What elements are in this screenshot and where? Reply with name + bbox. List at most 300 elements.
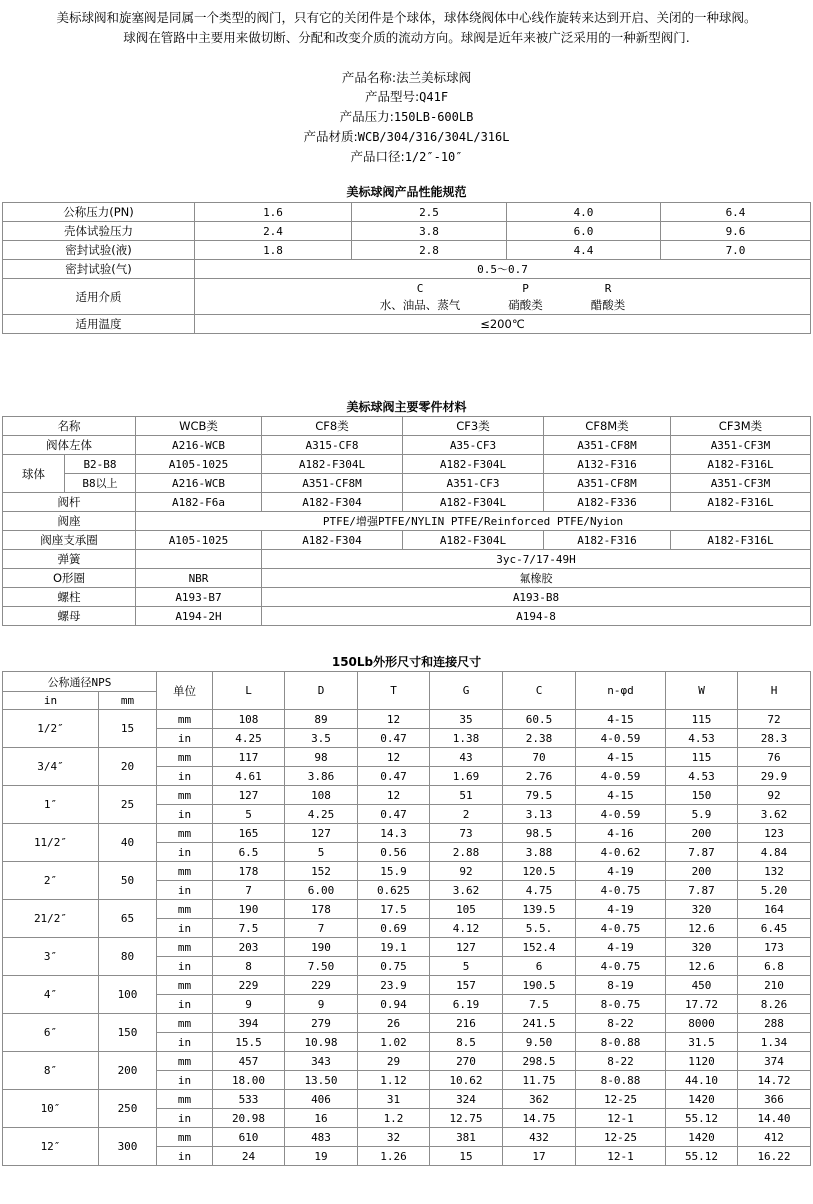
media-desc: 水、油品、蒸气	[379, 297, 461, 312]
table-cell: 31.5	[666, 1033, 738, 1052]
table-row	[3, 588, 811, 607]
unit-cell: mm	[157, 862, 213, 881]
table-cell: 4-0.59	[576, 805, 666, 824]
materials-title: 美标球阀主要零件材料	[346, 400, 467, 414]
table-cell: 4.53	[666, 767, 738, 786]
table-cell: 2.76	[503, 767, 576, 786]
table-cell: 483	[285, 1128, 358, 1147]
size-mm: 150	[99, 1014, 157, 1052]
table-cell: 4-0.75	[576, 957, 666, 976]
row-label: 阀杆	[3, 493, 136, 512]
table-cell: 14.3	[358, 824, 430, 843]
table-cell: 55.12	[666, 1147, 738, 1166]
table-cell: 3.5	[285, 729, 358, 748]
unit-cell: in	[157, 767, 213, 786]
unit-cell: mm	[157, 710, 213, 729]
size-mm: 100	[99, 976, 157, 1014]
table-cell: 4-19	[576, 900, 666, 919]
table-cell: 190.5	[503, 976, 576, 995]
table-cell: 氟橡胶	[262, 569, 811, 588]
table-cell: A182-F304L	[262, 455, 403, 474]
table-cell: 6.00	[285, 881, 358, 900]
size-mm: 20	[99, 748, 157, 786]
table-cell: 8-22	[576, 1014, 666, 1033]
table-cell: 15.5	[213, 1033, 285, 1052]
table-cell: 270	[430, 1052, 503, 1071]
table-cell: 0.5～0.7	[195, 260, 811, 279]
table-cell: 1.26	[358, 1147, 430, 1166]
table-cell: 12-25	[576, 1090, 666, 1109]
column-header: mm	[99, 692, 157, 710]
table-cell: 13.50	[285, 1071, 358, 1090]
table-row	[3, 976, 811, 995]
table-row	[3, 1128, 811, 1147]
table-cell: 203	[213, 938, 285, 957]
table-cell: 173	[738, 938, 811, 957]
row-label: 阀座支承圈	[3, 531, 136, 550]
table-row	[3, 260, 811, 279]
table-cell: 117	[213, 748, 285, 767]
table-cell: 16.22	[738, 1147, 811, 1166]
table-cell: 12-1	[576, 1147, 666, 1166]
table-cell: 200	[666, 824, 738, 843]
size-mm: 80	[99, 938, 157, 976]
product-pressure: 150LB-600LB	[393, 110, 474, 124]
table-cell: A216-WCB	[136, 436, 262, 455]
table-cell: 9	[213, 995, 285, 1014]
table-cell: A193-B7	[136, 588, 262, 607]
table-cell: 216	[430, 1014, 503, 1033]
table-cell: 132	[738, 862, 811, 881]
table-cell: 190	[285, 938, 358, 957]
table-cell: 200	[666, 862, 738, 881]
table-cell: 4.25	[213, 729, 285, 748]
table-cell: 157	[430, 976, 503, 995]
product-info	[0, 68, 813, 167]
table-cell: A351-CF8M	[544, 474, 671, 493]
table-cell: 12	[358, 786, 430, 805]
table-cell: 4.75	[503, 881, 576, 900]
size-mm: 65	[99, 900, 157, 938]
product-name-row	[0, 68, 813, 87]
table-cell: 7	[285, 919, 358, 938]
size-mm: 250	[99, 1090, 157, 1128]
product-model-row	[0, 87, 813, 107]
table-cell: 3.88	[503, 843, 576, 862]
performance-table	[2, 202, 811, 334]
media-desc: 醋酸类	[590, 297, 626, 312]
table-cell: 79.5	[503, 786, 576, 805]
table-cell: 4-0.75	[576, 881, 666, 900]
table-cell: 139.5	[503, 900, 576, 919]
table-cell: 4.25	[285, 805, 358, 824]
table-cell: 324	[430, 1090, 503, 1109]
table-cell: 12.6	[666, 957, 738, 976]
table-cell: 4-0.59	[576, 729, 666, 748]
column-header: 名称	[3, 417, 136, 436]
size-in: 12″	[3, 1128, 99, 1166]
unit-cell: mm	[157, 1128, 213, 1147]
row-label: 阀座	[3, 512, 136, 531]
product-material: WCB/304/316/304L/316L	[357, 130, 510, 144]
table-cell: 4.53	[666, 729, 738, 748]
column-header: 单位	[157, 672, 213, 710]
table-cell: 4.84	[738, 843, 811, 862]
media-code: P	[522, 281, 529, 295]
table-row	[3, 569, 811, 588]
table-row	[3, 203, 811, 222]
table-cell: 8-0.88	[576, 1033, 666, 1052]
table-cell: A351-CF3	[403, 474, 544, 493]
product-size-row	[0, 147, 813, 167]
unit-cell: in	[157, 957, 213, 976]
table-cell: 374	[738, 1052, 811, 1071]
table-cell: 2	[430, 805, 503, 824]
table-cell: 4-15	[576, 748, 666, 767]
table-cell: 1.38	[430, 729, 503, 748]
table-cell: 8.5	[430, 1033, 503, 1052]
performance-title: 美标球阀产品性能规范	[346, 185, 467, 199]
table-cell: A193-B8	[262, 588, 811, 607]
size-mm: 200	[99, 1052, 157, 1090]
column-header: WCB类	[136, 417, 262, 436]
table-row	[3, 710, 811, 729]
table-row	[3, 900, 811, 919]
media-item	[591, 281, 626, 313]
size-in: 1/2″	[3, 710, 99, 748]
row-sublabel: B8以上	[65, 474, 136, 493]
table-cell: 32	[358, 1128, 430, 1147]
table-cell: A194-8	[262, 607, 811, 626]
table-cell: 5	[430, 957, 503, 976]
table-cell: 4-15	[576, 710, 666, 729]
table-cell: 178	[213, 862, 285, 881]
table-cell: 6.0	[507, 222, 661, 241]
table-cell: 362	[503, 1090, 576, 1109]
table-cell: 1420	[666, 1128, 738, 1147]
table-cell: 0.94	[358, 995, 430, 1014]
table-row	[3, 279, 811, 315]
table-row	[3, 1090, 811, 1109]
table-cell: 3.13	[503, 805, 576, 824]
table-cell: A182-F6a	[136, 493, 262, 512]
table-cell: 26	[358, 1014, 430, 1033]
table-cell: 127	[285, 824, 358, 843]
product-size-label: 产品口径:	[350, 149, 405, 164]
table-row	[3, 436, 811, 455]
table-cell: A182-F316L	[671, 531, 811, 550]
media-code: C	[416, 281, 424, 295]
table-cell: 150	[666, 786, 738, 805]
table-cell: 152.4	[503, 938, 576, 957]
table-cell: A105-1025	[136, 455, 262, 474]
table-cell: 35	[430, 710, 503, 729]
table-row	[3, 824, 811, 843]
table-cell: 343	[285, 1052, 358, 1071]
unit-cell: in	[157, 1033, 213, 1052]
row-sublabel: B2-B8	[65, 455, 136, 474]
table-cell: 7.87	[666, 843, 738, 862]
table-cell: 0.625	[358, 881, 430, 900]
table-cell: 7.87	[666, 881, 738, 900]
table-cell: A315-CF8	[262, 436, 403, 455]
table-cell: 12	[358, 710, 430, 729]
table-cell: 55.12	[666, 1109, 738, 1128]
table-cell: 92	[738, 786, 811, 805]
column-header: W	[666, 672, 738, 710]
unit-cell: in	[157, 805, 213, 824]
table-cell: 0.56	[358, 843, 430, 862]
table-cell: 105	[430, 900, 503, 919]
table-cell: 210	[738, 976, 811, 995]
size-in: 6″	[3, 1014, 99, 1052]
table-cell: A182-F304L	[403, 493, 544, 512]
column-header: in	[3, 692, 99, 710]
size-in: 8″	[3, 1052, 99, 1090]
table-cell: 2.4	[195, 222, 352, 241]
table-cell: 12-1	[576, 1109, 666, 1128]
unit-cell: in	[157, 919, 213, 938]
table-row	[3, 512, 811, 531]
media-item	[380, 281, 461, 313]
row-label: 壳体试验压力	[3, 222, 195, 241]
table-cell: 381	[430, 1128, 503, 1147]
table-cell: 5.20	[738, 881, 811, 900]
table-cell: 6.4	[661, 203, 811, 222]
table-cell: 28.3	[738, 729, 811, 748]
table-cell: 533	[213, 1090, 285, 1109]
table-cell: 320	[666, 900, 738, 919]
table-cell: A351-CF3M	[671, 436, 811, 455]
size-mm: 50	[99, 862, 157, 900]
row-label: 适用温度	[3, 315, 195, 334]
table-cell: 15	[430, 1147, 503, 1166]
table-cell: 12.75	[430, 1109, 503, 1128]
table-cell: A182-F316L	[671, 455, 811, 474]
table-row	[3, 531, 811, 550]
table-cell: 3.8	[352, 222, 507, 241]
table-cell: 6.8	[738, 957, 811, 976]
table-cell: ≤200℃	[195, 315, 811, 334]
table-cell: 7.5	[213, 919, 285, 938]
unit-cell: in	[157, 881, 213, 900]
table-cell: 4-0.75	[576, 919, 666, 938]
column-header: 公称通径NPS	[3, 672, 157, 692]
column-header: C	[503, 672, 576, 710]
unit-cell: in	[157, 729, 213, 748]
unit-cell: in	[157, 1071, 213, 1090]
table-cell: 8-19	[576, 976, 666, 995]
table-cell: 8-0.75	[576, 995, 666, 1014]
size-in: 3″	[3, 938, 99, 976]
product-name: 法兰美标球阀	[396, 70, 472, 85]
table-cell: A182-F304L	[403, 455, 544, 474]
unit-cell: mm	[157, 748, 213, 767]
size-in: 3/4″	[3, 748, 99, 786]
unit-cell: mm	[157, 1014, 213, 1033]
size-mm: 300	[99, 1128, 157, 1166]
table-cell: 4.4	[507, 241, 661, 260]
table-cell: 15.9	[358, 862, 430, 881]
table-cell: 4-0.59	[576, 767, 666, 786]
table-cell: A351-CF8M	[262, 474, 403, 493]
unit-cell: mm	[157, 976, 213, 995]
table-cell: 298.5	[503, 1052, 576, 1071]
table-row	[3, 455, 811, 474]
product-pressure-label: 产品压力:	[339, 109, 394, 124]
unit-cell: mm	[157, 900, 213, 919]
table-cell: 12	[358, 748, 430, 767]
table-cell: 1.6	[195, 203, 352, 222]
table-cell: 3.62	[738, 805, 811, 824]
column-header: H	[738, 672, 811, 710]
table-cell: 7.5	[503, 995, 576, 1014]
table-cell: 610	[213, 1128, 285, 1147]
table-cell: 7.50	[285, 957, 358, 976]
product-model-label: 产品型号:	[364, 89, 420, 104]
unit-cell: in	[157, 843, 213, 862]
product-material-row	[0, 127, 813, 147]
table-cell: 8.26	[738, 995, 811, 1014]
table-cell: A194-2H	[136, 607, 262, 626]
column-header: G	[430, 672, 503, 710]
table-cell: 2.8	[352, 241, 507, 260]
table-cell: 229	[285, 976, 358, 995]
table-cell: 4-19	[576, 938, 666, 957]
column-header: CF8M类	[544, 417, 671, 436]
table-cell: 0.47	[358, 805, 430, 824]
product-pressure-row	[0, 107, 813, 127]
row-label: 球体	[3, 455, 65, 493]
table-cell: 18.00	[213, 1071, 285, 1090]
table-cell: 8-0.88	[576, 1071, 666, 1090]
table-row	[3, 938, 811, 957]
table-cell: A351-CF3M	[671, 474, 811, 493]
column-header: T	[358, 672, 430, 710]
table-cell: 29.9	[738, 767, 811, 786]
table-cell: 51	[430, 786, 503, 805]
table-cell: 9	[285, 995, 358, 1014]
size-mm: 15	[99, 710, 157, 748]
table-row	[3, 672, 811, 692]
column-header: CF3类	[403, 417, 544, 436]
table-cell: 120.5	[503, 862, 576, 881]
table-cell: 320	[666, 938, 738, 957]
table-cell: 241.5	[503, 1014, 576, 1033]
table-cell: 366	[738, 1090, 811, 1109]
row-label: 弹簧	[3, 550, 136, 569]
table-cell: 9.6	[661, 222, 811, 241]
table-row	[3, 241, 811, 260]
size-in: 21/2″	[3, 900, 99, 938]
intro	[0, 8, 813, 48]
table-cell: 73	[430, 824, 503, 843]
table-cell: 457	[213, 1052, 285, 1071]
table-cell: A132-F316	[544, 455, 671, 474]
table-cell: 89	[285, 710, 358, 729]
table-cell: NBR	[136, 569, 262, 588]
table-cell: 0.47	[358, 767, 430, 786]
media-item	[508, 281, 543, 313]
table-cell: 10.62	[430, 1071, 503, 1090]
unit-cell: in	[157, 995, 213, 1014]
table-row	[3, 1014, 811, 1033]
table-cell: 8	[213, 957, 285, 976]
table-cell: 70	[503, 748, 576, 767]
table-cell: 20.98	[213, 1109, 285, 1128]
table-row	[3, 607, 811, 626]
table-cell: 6.45	[738, 919, 811, 938]
size-in: 11/2″	[3, 824, 99, 862]
table-cell: 2.5	[352, 203, 507, 222]
column-header: CF3M类	[671, 417, 811, 436]
table-cell: 72	[738, 710, 811, 729]
table-cell: 108	[213, 710, 285, 729]
table-cell: 4-19	[576, 862, 666, 881]
table-cell: 432	[503, 1128, 576, 1147]
table-cell: 6	[503, 957, 576, 976]
table-cell: 14.40	[738, 1109, 811, 1128]
table-cell: 394	[213, 1014, 285, 1033]
table-cell: 127	[430, 938, 503, 957]
table-cell: 14.72	[738, 1071, 811, 1090]
table-cell: 178	[285, 900, 358, 919]
column-header: n-φd	[576, 672, 666, 710]
table-cell: 0.47	[358, 729, 430, 748]
unit-cell: mm	[157, 1090, 213, 1109]
row-label: 螺柱	[3, 588, 136, 607]
table-cell: 19	[285, 1147, 358, 1166]
table-row	[3, 417, 811, 436]
table-cell: 5.9	[666, 805, 738, 824]
table-cell: 12.6	[666, 919, 738, 938]
size-in: 2″	[3, 862, 99, 900]
row-label: 阀体左体	[3, 436, 136, 455]
product-model: Q41F	[419, 90, 449, 104]
table-row	[3, 862, 811, 881]
media-list	[195, 281, 810, 313]
table-cell: 23.9	[358, 976, 430, 995]
table-cell: 43	[430, 748, 503, 767]
table-cell: 98	[285, 748, 358, 767]
table-cell: 4.0	[507, 203, 661, 222]
table-cell: 76	[738, 748, 811, 767]
table-cell: A105-1025	[136, 531, 262, 550]
table-cell: 4-0.62	[576, 843, 666, 862]
table-cell: 1.69	[430, 767, 503, 786]
table-cell: 19.1	[358, 938, 430, 957]
table-cell: 1420	[666, 1090, 738, 1109]
table-cell: 406	[285, 1090, 358, 1109]
table-cell: PTFE/增强PTFE/NYLIN PTFE/Reinforced PTFE/Nyion	[136, 512, 811, 531]
table-cell: 8000	[666, 1014, 738, 1033]
table-cell: 4-15	[576, 786, 666, 805]
table-cell: A182-F304L	[403, 531, 544, 550]
unit-cell: mm	[157, 786, 213, 805]
table-cell: 2.88	[430, 843, 503, 862]
unit-cell: mm	[157, 1052, 213, 1071]
table-cell: 190	[213, 900, 285, 919]
table-cell: 1120	[666, 1052, 738, 1071]
product-size: 1/2″-10″	[404, 150, 463, 164]
row-label: 密封试验(液)	[3, 241, 195, 260]
table-cell: 412	[738, 1128, 811, 1147]
table-cell: 4.61	[213, 767, 285, 786]
table-cell: 10.98	[285, 1033, 358, 1052]
column-header: D	[285, 672, 358, 710]
size-mm: 25	[99, 786, 157, 824]
product-material-label: 产品材质:	[303, 129, 358, 144]
